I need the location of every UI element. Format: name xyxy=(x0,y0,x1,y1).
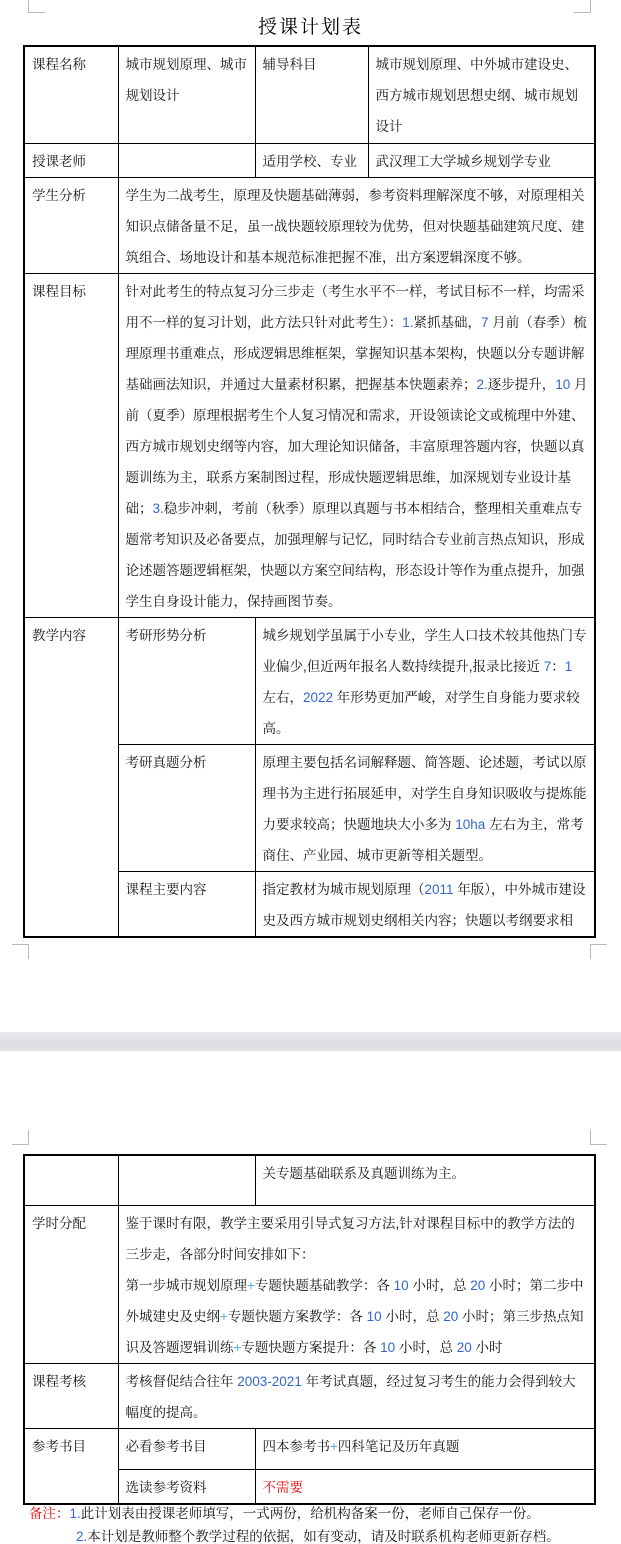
not-needed-text: 不需要 xyxy=(262,1479,303,1495)
cell-continued-empty-2 xyxy=(118,1155,255,1205)
cell-zhenti-value: 原理主要包括名词解释题、简答题、论述题，考试以原理书为主进行拓展延申，对学生自身知识吸收与提炼能力要求较高；快题地块大小多为 10ha 左右为主，常考商住、产业园、城市更新等相关题型。 xyxy=(255,744,595,871)
cell-teacher-value xyxy=(118,143,255,177)
cell-main-content-continued: 关专题基础联系及真题训练为主。 xyxy=(255,1155,595,1205)
cell-course-name-label: 课程名称 xyxy=(24,46,118,143)
row-teaching-situation xyxy=(24,617,595,744)
cell-goal-label: 课程目标 xyxy=(24,273,118,617)
page2-top-left-margin-mark xyxy=(12,1130,29,1145)
cell-books-optional-label: 选读参考资料 xyxy=(118,1469,255,1504)
cell-school-label: 适用学校、专业 xyxy=(255,143,368,177)
row-books-must xyxy=(24,1428,595,1469)
cell-books-must-value: 四本参考书+四科笔记及历年真题 xyxy=(255,1428,595,1469)
cell-goal-value: 针对此考生的特点复习分三步走（考生水平不一样，考试目标不一样，均需采用不一样的复习计划，此方法只针对此考生）：1.紧抓基础，7 月前（春季）梳理原理书重难点，形成逻辑思维框架，掌握知识基本架构，快题以分专题讲解基础画法知识，并通过大量素材积累，把握基本快题素养；2.逐步提升，10 月前（夏季）原理根据考生个人复习情况和需求，开设领读论文或梳理中外建、西方城市规划史纲等内容，加大理论知识储备，丰富原理答题内容，快题以真题训练为主，联系方案制图过程，形成快题逻辑思维，加深规划专业设计基础；3.稳步冲刺，考前（秋季）原理以真题与书本相结合，整理相关重难点专题常考知识及必备要点，加强理解与记忆，同时结合专业前言热点知识，形成论述题答题逻辑框架，快题以方案空间结构，形态设计等作为重点提升，加强学生自身设计能力，保持画图节奏。 xyxy=(118,273,595,617)
cell-hours-value: 鉴于课时有限，教学主要采用引导式复习方法,针对课程目标中的教学方法的三步走，各部分时间安排如下： 第一步城市规划原理+专题快题基础教学：各 10 小时，总 20 小时；第二步中外城建史及史纲+专题快题方案教学：各 10 小时，总 20 小时；第三步热点知识及答题逻辑训练+专题快题方案提升：各 10 小时，总 20 小时 xyxy=(118,1205,595,1363)
cell-assessment-label: 课程考核 xyxy=(24,1363,118,1428)
footnote-line-2: 2.本计划是教师整个教学过程的依据，如有变动，请及时联系机构老师更新存档。 xyxy=(76,1529,560,1544)
cell-student-analysis-label: 学生分析 xyxy=(24,177,118,273)
row-assessment xyxy=(24,1363,595,1428)
row-main-content-continued xyxy=(24,1155,595,1205)
cell-continued-empty-1 xyxy=(24,1155,118,1205)
teaching-plan-table-page2 xyxy=(23,1154,596,1505)
footnote-line-1: 备注：1.此计划表由授课老师填写，一式两份，给机构备案一份，老师自己保存一份。 xyxy=(29,1506,540,1521)
cell-zhenti-label: 考研真题分析 xyxy=(118,744,255,871)
row-student-analysis xyxy=(24,177,595,273)
page1-bottom-left-margin-mark xyxy=(12,944,29,959)
row-hours xyxy=(24,1205,595,1363)
cell-tutor-subject-value: 城市规划原理、中外城市建设史、西方城市规划思想史纲、城市规划设计 xyxy=(368,46,595,143)
row-teacher xyxy=(24,143,595,177)
cell-books-must-label: 必看参考书目 xyxy=(118,1428,255,1469)
cell-school-value: 武汉理工大学城乡规划学专业 xyxy=(368,143,595,177)
cell-books-optional-value xyxy=(255,1469,595,1504)
cell-situation-label: 考研形势分析 xyxy=(118,617,255,744)
cell-situation-value: 城乡规划学虽属于小专业，学生人口技术较其他热门专业偏少,但近两年报名人数持续提升,报录比接近 7：1 左右，2022 年形势更加严峻，对学生自身能力要求较高。 xyxy=(255,617,595,744)
page1-bottom-right-margin-mark xyxy=(590,944,607,959)
document-title: 授课计划表 xyxy=(257,17,363,38)
cell-student-analysis-value: 学生为二战考生，原理及快题基础薄弱，参考资料理解深度不够，对原理相关知识点储备量不足，虽一战快题较原理较为优势，但对快题基础建筑尺度、建筑组合、场地设计和基本规范标准把握不准，出方案逻辑深度不够。 xyxy=(118,177,595,273)
cell-books-label: 参考书目 xyxy=(24,1428,118,1504)
cell-teacher-label: 授课老师 xyxy=(24,143,118,177)
cell-assessment-value: 考核督促结合往年 2003-2021 年考试真题，经过复习考生的能力会得到较大幅度的提高。 xyxy=(118,1363,595,1428)
page-break-separator xyxy=(0,1032,621,1051)
teaching-plan-table-page1 xyxy=(23,45,596,938)
cell-main-content-value: 指定教材为城市规划原理（2011 年版），中外城市建设史及西方城市规划史纲相关内容；快题以考纲要求相 xyxy=(255,871,595,937)
row-course-name xyxy=(24,46,595,143)
cell-tutor-subject-label: 辅导科目 xyxy=(255,46,368,143)
cell-teaching-content-label: 教学内容 xyxy=(24,617,118,937)
cell-course-name-value: 城市规划原理、城市规划设计 xyxy=(118,46,255,143)
footnotes xyxy=(29,1502,604,1544)
page2-top-right-margin-mark xyxy=(590,1130,607,1145)
cell-hours-label: 学时分配 xyxy=(24,1205,118,1363)
row-course-goal xyxy=(24,273,595,617)
cell-main-content-label: 课程主要内容 xyxy=(118,871,255,937)
